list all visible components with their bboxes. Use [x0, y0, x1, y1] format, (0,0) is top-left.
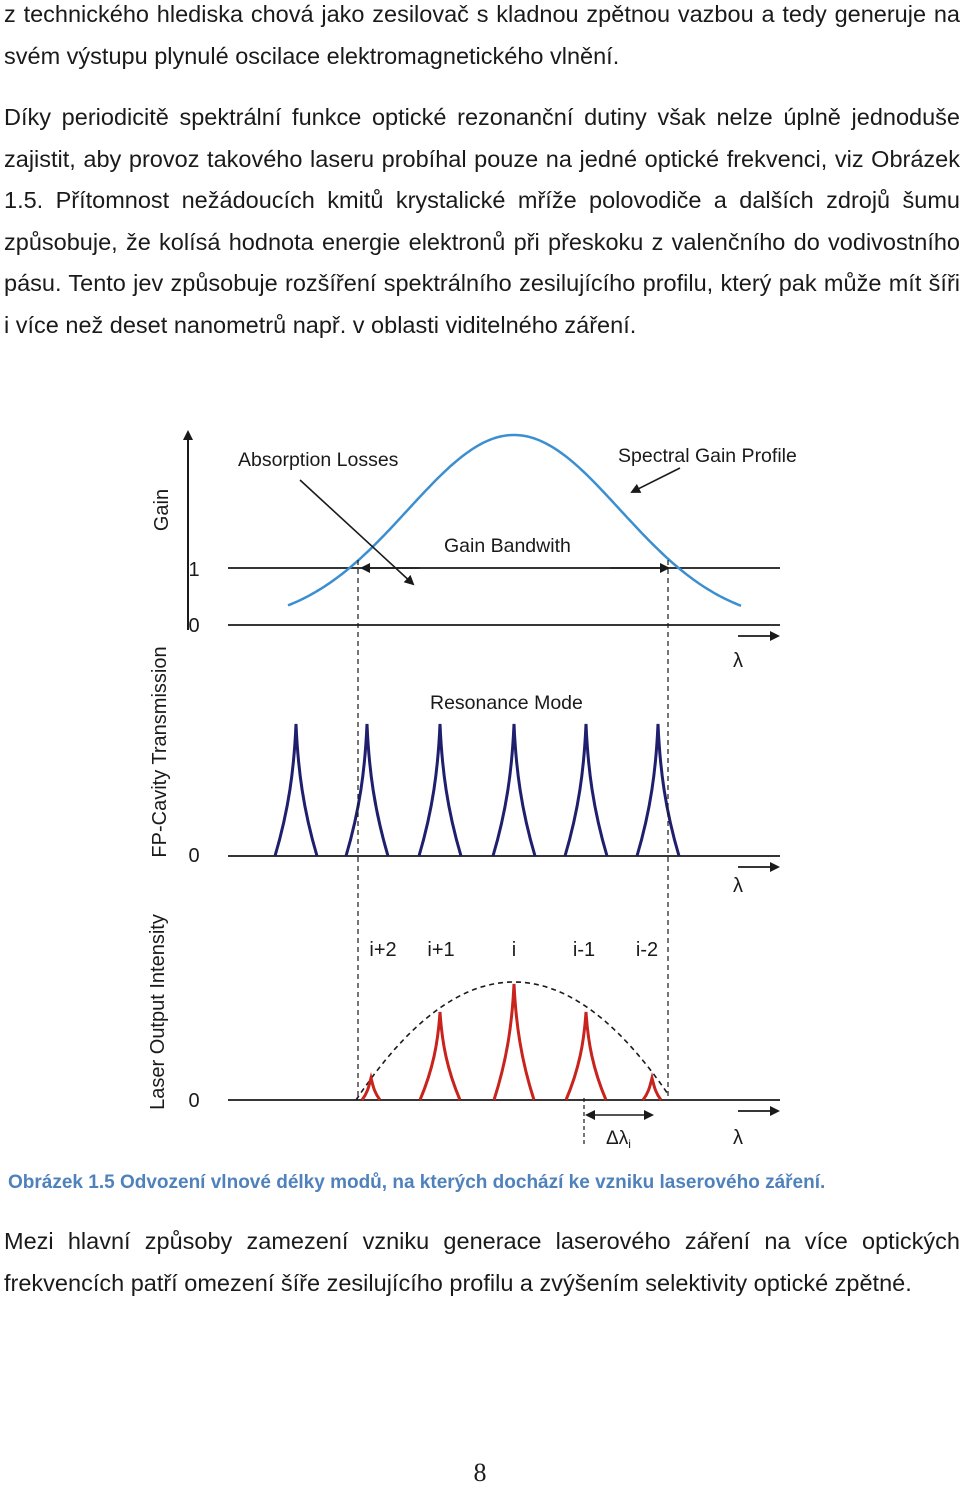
- output-laser-modes: [362, 984, 661, 1100]
- output-peak-2: [420, 1012, 460, 1100]
- gain-y-label: Gain: [151, 488, 173, 532]
- cavity-lambda-label: λ: [733, 875, 743, 897]
- cavity-y-label: FP-Cavity Transmission: [149, 646, 171, 858]
- gain-tick-0: 0: [188, 615, 200, 637]
- gain-tick-1: 1: [188, 559, 200, 581]
- paragraph-intro: z technického hlediska chová jako zesilovač s kladnou zpětnou vazbou a tedy generuje na svém výstupu plynulé oscilace elektromagnetického vlnění.: [4, 1, 960, 69]
- output-peak-5: [643, 1078, 661, 1100]
- output-peak-1: [362, 1078, 380, 1100]
- absorption-losses-label: Absorption Losses: [238, 449, 399, 471]
- cavity-peak-5: [565, 724, 607, 856]
- output-y-label: Laser Output Intensity: [147, 914, 169, 1110]
- spectral-profile-arrow: [632, 468, 680, 492]
- output-lambda-label: λ: [733, 1127, 743, 1149]
- gain-panel: [151, 432, 797, 672]
- paragraph-periodicity: Díky periodicitě spektrální funkce optické rezonanční dutiny však nelze úplně jednoduše zajistit, aby provoz takového laseru probíhal pouze na jedné optické frekvenci, viz Obrázek 1.5. Přítomnost nežádoucích kmitů krystalické mříže polovodiče a dalších zdrojů šumu způsobuje, že kolísá hodnota energie elektronů při přeskoku z valenčního do vodivostního pásu. Tento jev způsobuje rozšíření spektrálního zesilujícího profilu, který pak může mít šíři i více než deset nanometrů např. v oblasti viditelného záření.: [4, 104, 960, 338]
- output-tick-0: 0: [188, 1090, 200, 1112]
- mode-label-i-minus-1: i-1: [572, 939, 596, 961]
- paragraph-methods: Mezi hlavní způsoby zamezení vzniku generace laserového záření na více optických frekvencích patří omezení šíře zesilujícího profilu a zvýšením selektivity optické zpětné.: [4, 1228, 960, 1296]
- mode-spacing-subscript: i: [628, 1137, 631, 1151]
- mode-label-i: i: [511, 939, 517, 961]
- cavity-resonance-peaks: [275, 724, 679, 856]
- mode-label-i-plus-1: i+1: [427, 939, 455, 961]
- cavity-panel: [149, 646, 780, 897]
- cavity-peak-1: [275, 724, 317, 856]
- mode-spacing-label: [606, 1128, 631, 1151]
- gain-bandwidth-label: Gain Bandwith: [444, 535, 571, 557]
- spectral-gain-profile-label: Spectral Gain Profile: [618, 445, 797, 467]
- page-number: 8: [473, 1458, 487, 1487]
- cavity-peak-6: [637, 724, 679, 856]
- resonance-mode-label: Resonance Mode: [430, 692, 583, 714]
- cavity-peak-3: [419, 724, 461, 856]
- cavity-peak-4: [493, 724, 535, 856]
- output-peak-4: [566, 1012, 606, 1100]
- mode-label-i-minus-2: i-2: [635, 939, 659, 961]
- gain-lambda-label: λ: [733, 650, 743, 672]
- output-panel: [147, 914, 780, 1151]
- cavity-tick-0: 0: [188, 845, 200, 867]
- output-peak-3: [494, 984, 534, 1100]
- mode-spacing-delta: Δλ: [606, 1128, 629, 1149]
- cavity-peak-2: [346, 724, 388, 856]
- mode-label-i-plus-2: i+2: [369, 939, 397, 961]
- laser-mode-figure: [0, 420, 960, 1160]
- figure-caption: Obrázek 1.5 Odvození vlnové délky modů, na kterých dochází ke vzniku laserového záření.: [8, 1172, 826, 1193]
